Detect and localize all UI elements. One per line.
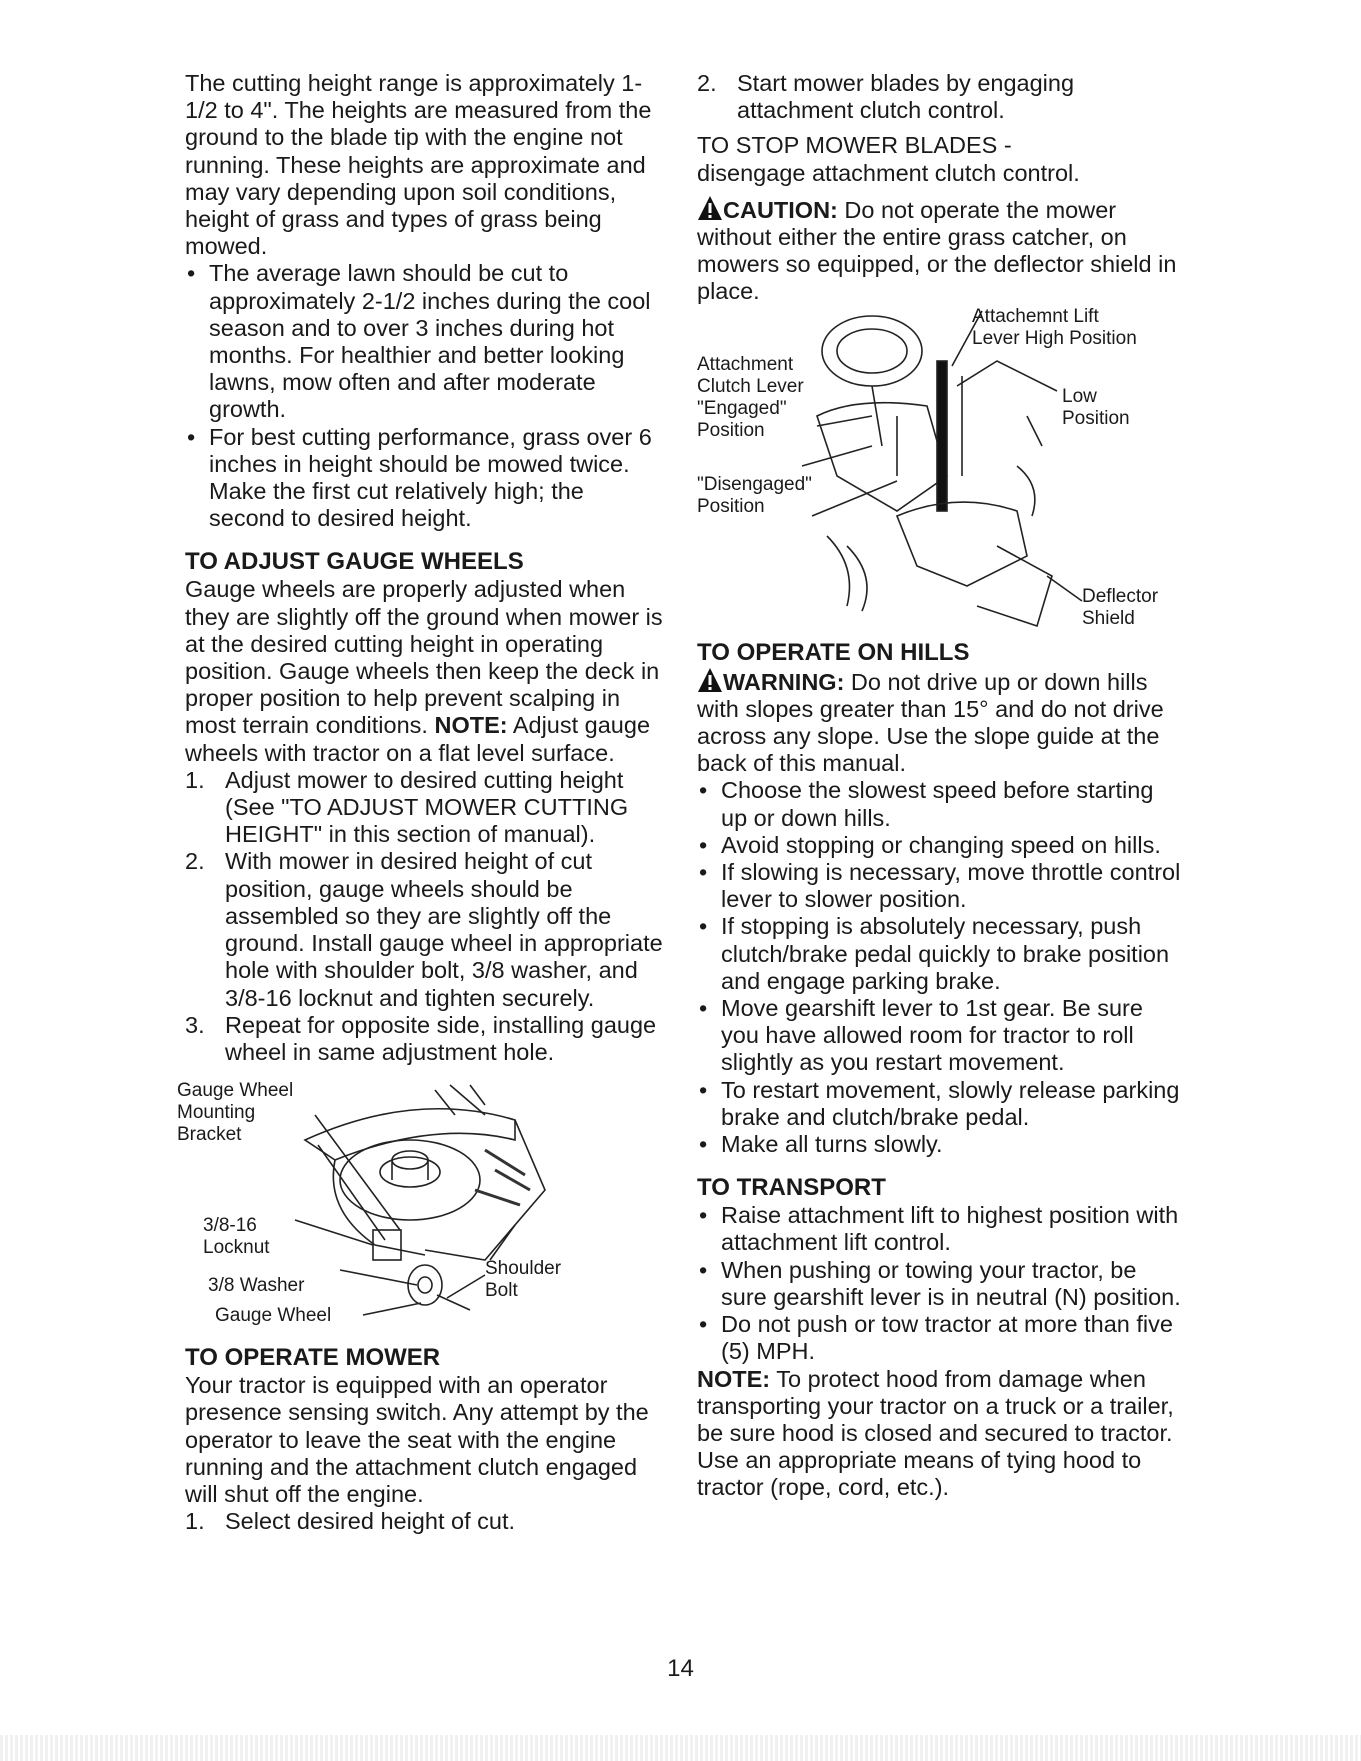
scan-edge	[0, 1735, 1361, 1761]
transport-tips-list	[697, 1202, 1182, 1365]
list-item: • Make all turns slowly.	[697, 1131, 1182, 1158]
disengaged-position-label: "Disengaged" Position	[697, 473, 812, 517]
list-item: • If stopping is absolutely necessary, push clutch/brake pedal quickly to brake position and engage parking brake.	[697, 913, 1182, 995]
page-number: 14	[667, 1655, 694, 1682]
list-item: • If slowing is necessary, move throttle control lever to slower position.	[697, 859, 1182, 913]
gauge-steps-list	[185, 767, 665, 1066]
stop-blades-heading: TO STOP MOWER BLADES -	[697, 132, 1012, 159]
hills-heading: TO OPERATE ON HILLS	[697, 638, 970, 666]
step-text: Select desired height of cut.	[225, 1508, 516, 1535]
clutch-lever-figure	[697, 306, 1182, 631]
gauge-wheels-heading: TO ADJUST GAUGE WHEELS	[185, 548, 524, 576]
note-text: Adjust gauge wheels with tractor on a flat level surface.	[185, 712, 651, 766]
step-number: 3.	[185, 1011, 205, 1038]
warning-triangle-icon	[697, 667, 723, 693]
list-item: • Choose the slowest speed before starting up or down hills.	[697, 777, 1182, 831]
gauge-wheels-paragraph	[185, 576, 665, 766]
operate-mower-heading: TO OPERATE MOWER	[185, 1344, 441, 1372]
warning-paragraph	[697, 667, 1182, 778]
operate-mower-paragraph: Your tractor is equipped with an operator presence sensing switch. Any attempt by the operator to leave the seat with the engine running and the attachment clutch engaged will shut off the engine.	[185, 1372, 649, 1507]
intro-paragraph: The cutting height range is approximately 1-1/2 to 4". The heights are measured from the ground to the blade tip with the engine not running. These heights are approximate and may vary depending upon soil conditions, height of grass and types of grass being mowed.	[185, 70, 652, 260]
clutch-lever-label: Attachment Clutch Lever "Engaged" Position	[697, 353, 804, 441]
list-item	[697, 70, 1182, 124]
cutting-tips-list	[185, 260, 665, 532]
warning-triangle-icon	[697, 195, 723, 221]
left-column	[177, 70, 665, 1535]
operate-steps-list	[185, 1508, 665, 1535]
list-item: • The average lawn should be cut to approximately 2-1/2 inches during the cool season and to over 3 inches during hot months. For healthier and better looking lawns, mow often and after moderate growth.	[185, 260, 665, 423]
locknut-label: 3/8-16 Locknut	[203, 1215, 270, 1259]
list-item	[185, 848, 665, 1011]
note-label: NOTE:	[434, 712, 508, 739]
step-number: 1.	[185, 1508, 205, 1535]
list-item: • Move gearshift lever to 1st gear. Be sure you have allowed room for tractor to roll slightly as you restart movement.	[697, 995, 1182, 1077]
list-item: • To restart movement, slowly release parking brake and clutch/brake pedal.	[697, 1077, 1182, 1131]
lift-lever-label: Attachemnt Lift Lever High Position	[972, 305, 1137, 349]
list-item	[185, 767, 665, 849]
step-text: Adjust mower to desired cutting height (See "TO ADJUST MOWER CUTTING HEIGHT" in this section of manual).	[225, 766, 629, 848]
gauge-wheel-label: Gauge Wheel	[215, 1305, 332, 1327]
operate-steps-continued	[697, 70, 1182, 124]
caution-paragraph	[697, 195, 1182, 306]
hills-tips-list	[697, 777, 1182, 1158]
step-number: 2.	[185, 848, 205, 875]
transport-note	[697, 1366, 1182, 1502]
list-item	[185, 1012, 665, 1066]
step-text: Start mower blades by engaging attachment clutch control.	[737, 70, 1075, 124]
gauge-wheel-figure	[177, 1080, 665, 1340]
note-label: NOTE:	[697, 1365, 771, 1392]
step-text: With mower in desired height of cut position, gauge wheels should be assembled so they are slightly off the ground. Install gauge wheel in appropriate hole with shoulder bolt, 3/8 washer, and 3/8-16 locknut and tighten securely.	[225, 848, 663, 1011]
washer-label: 3/8 Washer	[208, 1275, 305, 1297]
deflector-shield-label: Deflector Shield	[1082, 585, 1159, 629]
note-text: To protect hood from damage when transporting your tractor on a truck or a trailer, be sure hood is closed and secured to tractor. Use an appropriate means of tying hood to tractor (rope, cord, etc.).	[697, 1365, 1174, 1501]
list-item: • Avoid stopping or changing speed on hills.	[697, 832, 1182, 859]
list-item: • Do not push or tow tractor at more than five (5) MPH.	[697, 1311, 1182, 1365]
stop-blades-text: disengage attachment clutch control.	[697, 159, 1080, 186]
transport-heading: TO TRANSPORT	[697, 1174, 886, 1202]
gauge-wheel-bracket-label: Gauge Wheel Mounting Bracket	[177, 1080, 294, 1146]
step-number: 1.	[185, 766, 205, 793]
shoulder-bolt-label: Shoulder Bolt	[485, 1258, 562, 1302]
warning-text: Do not drive up or down hills with slopes greater than 15° and do not drive across any slope. Use the slope guide at the back of this manual.	[697, 668, 1164, 777]
list-item: • For best cutting performance, grass over 6 inches in height should be mowed twice. Make the first cut relatively high; the second to desired height.	[185, 424, 665, 533]
gauge-wheels-text: Gauge wheels are properly adjusted when they are slightly off the ground when mower is at the desired cutting height in operating position. Gauge wheels then keep the deck in proper position to help prevent scalping in most terrain conditions.	[185, 576, 663, 739]
caution-text: Do not operate the mower without either the entire grass catcher, on mowers so equipped, or the deflector shield in place.	[697, 196, 1177, 305]
warning-label: WARNING:	[723, 668, 845, 695]
list-item: • When pushing or towing your tractor, be sure gearshift lever is in neutral (N) position.	[697, 1257, 1182, 1311]
low-position-label: Low Position	[1062, 385, 1130, 429]
right-column	[697, 70, 1182, 1502]
list-item	[185, 1508, 665, 1535]
step-text: Repeat for opposite side, installing gauge wheel in same adjustment hole.	[225, 1011, 657, 1065]
caution-label: CAUTION:	[723, 196, 838, 223]
list-item: • Raise attachment lift to highest position with attachment lift control.	[697, 1202, 1182, 1256]
step-number: 2.	[697, 70, 717, 96]
